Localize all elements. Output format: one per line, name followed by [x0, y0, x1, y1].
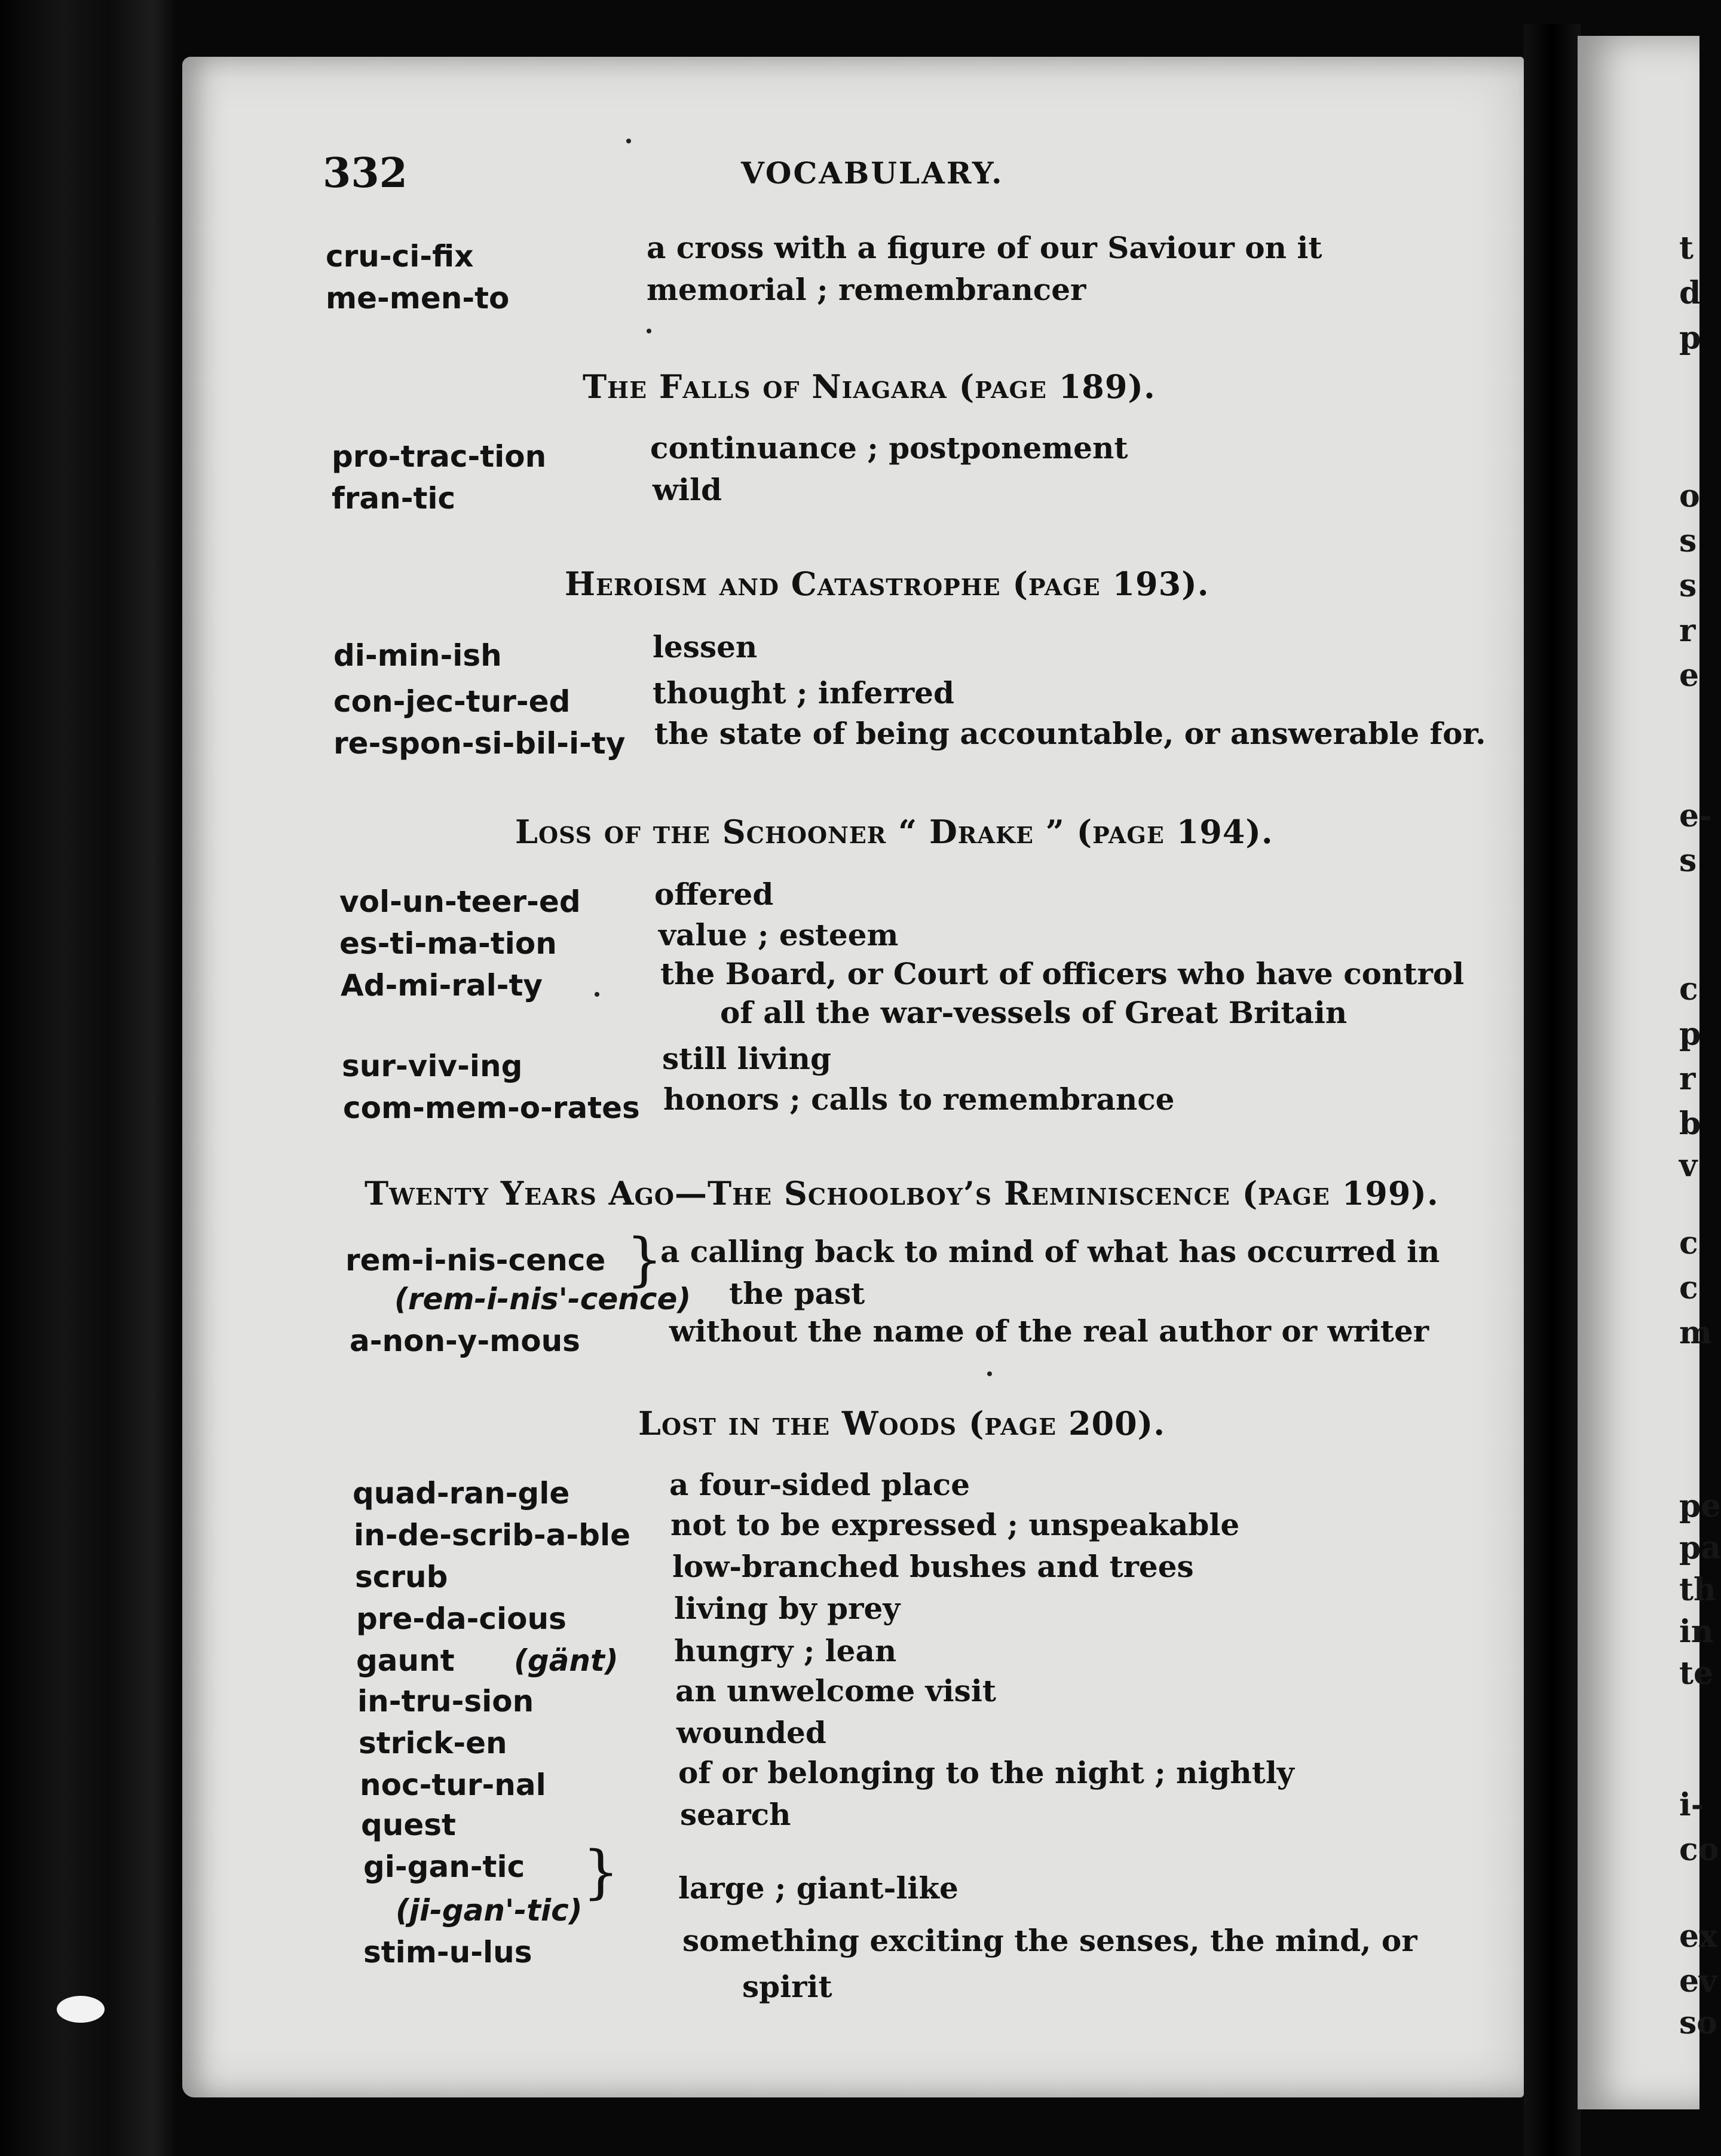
fragment: c [1679, 1270, 1698, 1306]
entry-word: a-non-y-mous [350, 1324, 580, 1358]
fragment: p [1679, 1016, 1701, 1052]
brace: } [626, 1226, 663, 1293]
scan-speck [595, 992, 599, 997]
entry-pronunciation: (rem-i-nis'-cence) [394, 1282, 691, 1316]
fragment: ev [1679, 1963, 1717, 1999]
scan-speck [987, 1371, 992, 1376]
fragment: o [1679, 478, 1700, 514]
entry-word: Ad-mi-ral-ty [341, 968, 543, 1003]
entry-word: vol-un-teer-ed [339, 884, 581, 919]
entry-definition: search [680, 1797, 791, 1832]
entry-definition: a cross with a figure of our Saviour on it [647, 230, 1322, 265]
fragment: d [1679, 275, 1701, 311]
book-spine-shadow [0, 0, 179, 2156]
entry-word: quad-ran-gle [353, 1476, 570, 1511]
brace: } [583, 1839, 620, 1906]
adjacent-page-edge [1578, 36, 1721, 2109]
fragment: c [1679, 971, 1698, 1007]
entry-definition: low-branched bushes and trees [672, 1549, 1194, 1584]
entry-definition: living by prey [674, 1591, 901, 1626]
fragment: i- [1679, 1787, 1704, 1823]
entry-definition: continuance ; postponement [650, 430, 1128, 466]
entry-definition: wild [653, 472, 722, 507]
entry-word: noc-tur-nal [360, 1768, 546, 1802]
entry-word: fran-tic [332, 481, 456, 516]
section-heading: The Falls of Niagara (page 189). [583, 368, 1156, 406]
entry-definition: lessen [653, 629, 758, 664]
scan-speck [647, 329, 651, 333]
fragment: in [1679, 1613, 1714, 1650]
fragment: p [1679, 320, 1701, 356]
fragment: e [1679, 657, 1699, 694]
entry-definition: value ; esteem [659, 917, 899, 953]
scan-speck [57, 1996, 105, 2023]
entry-word: con-jec-tur-ed [333, 684, 571, 719]
fragment: e- [1679, 798, 1712, 834]
section-heading: Lost in the Woods (page 200). [638, 1404, 1166, 1443]
entry-word: strick-en [359, 1726, 507, 1760]
entry-definition: large ; giant-like [678, 1870, 959, 1906]
fragment: s [1679, 568, 1697, 604]
entry-word: cru-ci-fix [326, 239, 474, 274]
entry-definition: an unwelcome visit [675, 1673, 996, 1708]
fragment: co [1679, 1832, 1719, 1868]
fragment: c [1679, 1225, 1698, 1261]
fragment: pe [1679, 1488, 1721, 1524]
entry-word: gaunt [356, 1643, 455, 1678]
entry-definition: a calling back to mind of what has occurred in [660, 1234, 1440, 1269]
entry-word: pro-trac-tion [332, 439, 547, 474]
fragment: pa [1679, 1530, 1721, 1566]
entry-definition: of or belonging to the night ; nightly [678, 1755, 1294, 1790]
entry-definition: thought ; inferred [653, 675, 954, 710]
entry-word: gi-gan-tic [363, 1849, 525, 1884]
entry-word: com-mem-o-rates [343, 1091, 640, 1125]
entry-word: in-tru-sion [357, 1684, 534, 1719]
entry-pronunciation: (gänt) [514, 1643, 618, 1678]
fragment: r [1679, 612, 1696, 649]
fragment: m [1679, 1315, 1713, 1351]
fragment: v [1679, 1147, 1698, 1184]
fragment: b [1679, 1105, 1701, 1142]
entry-definition: without the name of the real author or writer [669, 1313, 1429, 1349]
entry-word: in-de-scrib-a-ble [354, 1518, 631, 1552]
entry-definition: a four-sided place [669, 1467, 970, 1502]
entry-definition: memorial ; remembrancer [647, 272, 1086, 307]
fragment: s [1679, 523, 1697, 559]
scan-speck [626, 139, 631, 143]
entry-definition-continued: spirit [742, 1969, 832, 2004]
section-heading: Heroism and Catastrophe (page 193). [565, 565, 1209, 603]
entry-word: re-spon-si-bil-i-ty [333, 726, 626, 761]
entry-definition: hungry ; lean [674, 1633, 897, 1668]
fragment: s [1679, 843, 1697, 879]
fragment: te [1679, 1655, 1714, 1692]
entry-definition: the Board, or Court of officers who have control [660, 956, 1465, 991]
entry-word: es-ti-ma-tion [339, 926, 557, 961]
book-gutter [1524, 24, 1581, 2156]
fragment: r [1679, 1061, 1696, 1097]
running-head: VOCABULARY. [741, 155, 1004, 191]
entry-pronunciation: (ji-gan'-tic) [396, 1893, 583, 1928]
section-heading: Twenty Years Ago—The Schoolboy’s Reminiscence (page 199). [365, 1174, 1439, 1212]
entry-definition-continued: the past [729, 1276, 865, 1311]
fragment: ex [1679, 1918, 1718, 1955]
entry-definition: wounded [676, 1715, 826, 1750]
page-number: 332 [323, 149, 408, 197]
fragment: so [1679, 2005, 1717, 2041]
entry-word: rem-i-nis-cence [345, 1243, 606, 1278]
fragment: t [1679, 230, 1694, 267]
entry-definition: honors ; calls to remembrance [663, 1082, 1175, 1117]
entry-definition: still living [662, 1041, 831, 1076]
entry-definition: not to be expressed ; unspeakable [670, 1507, 1240, 1542]
fragment: th [1679, 1572, 1716, 1608]
entry-definition: something exciting the senses, the mind, or [682, 1923, 1417, 1958]
entry-word: di-min-ish [333, 638, 502, 673]
entry-definition: offered [654, 877, 774, 912]
entry-definition: the state of being accountable, or answerable for. [654, 716, 1486, 751]
section-heading: Loss of the Schooner “ Drake ” (page 194). [515, 813, 1273, 851]
entry-word: sur-viv-ing [342, 1049, 523, 1083]
entry-definition-continued: of all the war-vessels of Great Britain [720, 995, 1348, 1030]
entry-word: stim-u-lus [363, 1935, 532, 1970]
entry-word: quest [361, 1808, 456, 1842]
entry-word: me-men-to [326, 281, 510, 316]
entry-word: pre-da-cious [356, 1601, 566, 1636]
entry-word: scrub [355, 1560, 448, 1594]
